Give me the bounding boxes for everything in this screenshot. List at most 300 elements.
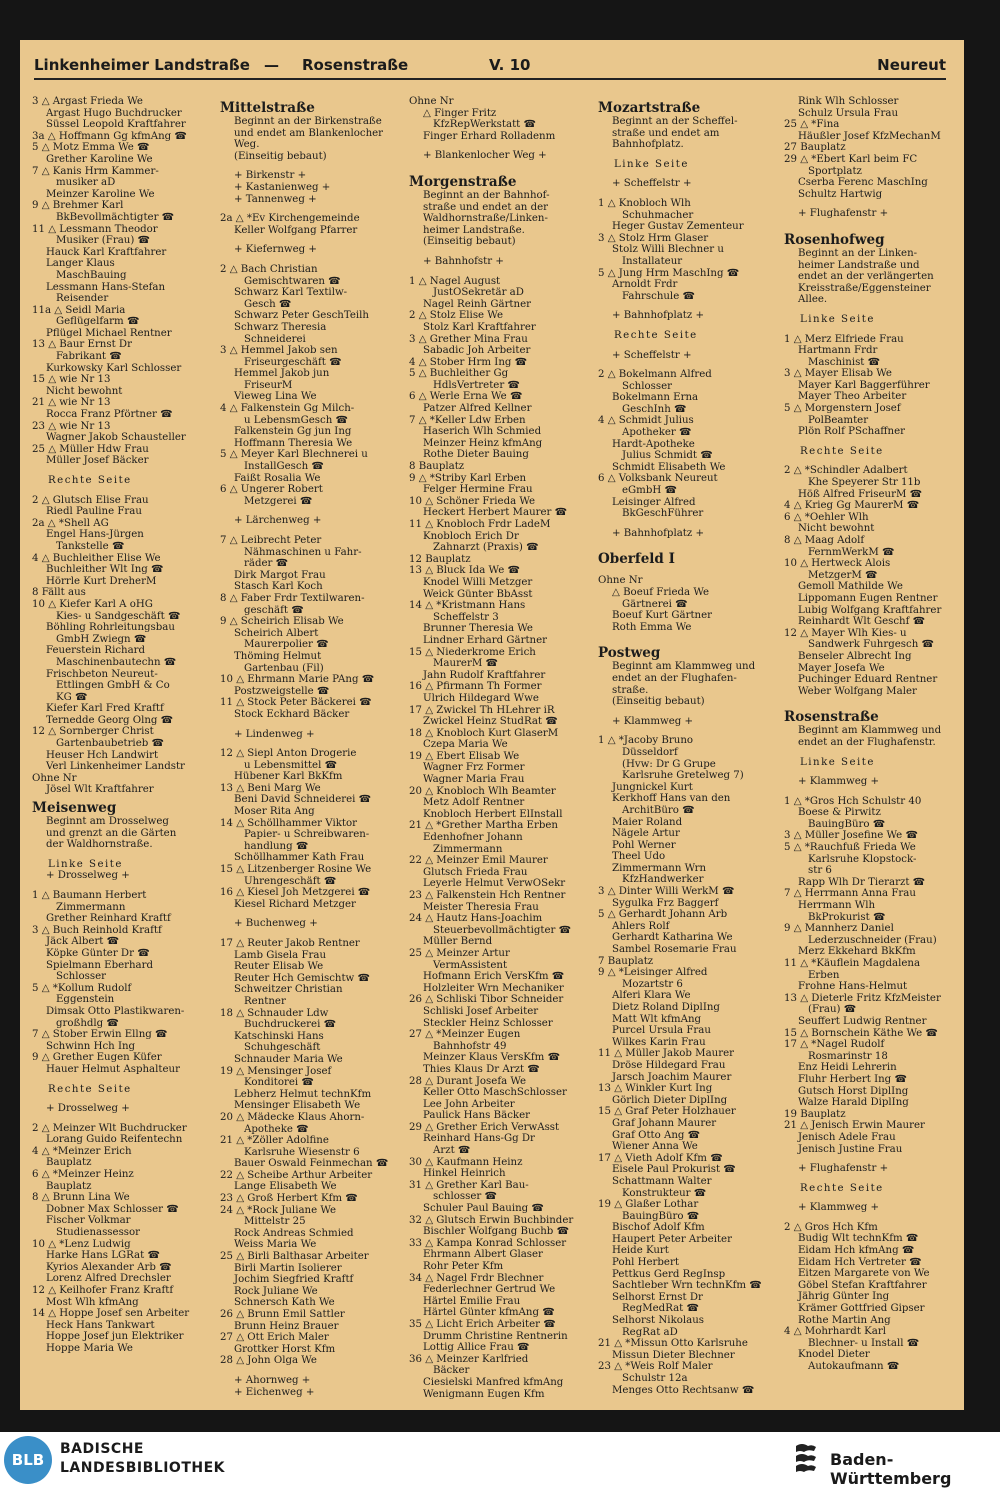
street-heading: Oberfeld I [598,551,675,568]
entry-line: Rothe Martin Ang [798,1314,891,1326]
entry-line: 14 △ Schöllhammer Viktor [220,817,357,829]
entry-line: 19 Bauplatz [784,1108,846,1120]
entry-line: Graf Otto Ang ☎ [612,1129,701,1141]
entry-line: △ Finger Fritz [423,107,497,119]
entry-continuation: Apotheker ☎ [622,427,692,439]
spacer [598,342,782,350]
entry-line: Lee John Arbeiter [423,1098,515,1110]
entry-continuation: Studienassessor [56,1227,141,1239]
entry-line: + Eichenweg + [234,1386,315,1398]
entry-line: 2 △ Glutsch Elise Frau [32,494,149,506]
entry-line: + Tannenweg + [234,193,317,205]
spacer [784,1175,960,1183]
entry-line: Meinzer Karoline We [46,188,155,200]
entry-line: Lessmann Hans-Stefan [46,281,166,293]
entry-line: 7 △ Stober Erwin Ellng ☎ [32,1029,168,1041]
side-label: Rechte Seite [800,1182,884,1194]
entry-line: heimer Landstraße und [798,259,920,271]
entry-continuation: Julius Schmidt ☎ [622,450,713,462]
entry-continuation: Rosmarinstr 18 [808,1050,888,1062]
entry-line: Weber Wolfgang Maler [798,685,917,697]
entry-line: 2 △ Stolz Elise We [409,310,503,322]
entry-line: 5 △ *Rauchfuß Frieda We [784,842,916,854]
entry-line: Budig Wlt technKfm ☎ [798,1233,919,1245]
spacer [220,740,404,748]
side-label: Linke Seite [800,756,875,768]
entry-line: 14 △ *Kristmann Hans [409,600,526,612]
entry-line: Postzweigstelle ☎ [234,685,330,697]
entry-continuation: Autokaufmann ☎ [808,1361,900,1372]
state-name: Baden-Württemberg [830,1450,952,1488]
entry-line: Nagel Reinh Gärtner [423,298,531,310]
entry-line: Ahlers Rolf [612,920,670,932]
side-label: Linke Seite [48,858,123,870]
entry-line: Rothe Dieter Bauing [423,449,529,461]
entry-continuation: str 6 [808,865,832,877]
entry-line: Argast Hugo Buchdrucker [46,107,182,119]
entry-line: 8 Fällt aus [32,587,86,599]
entry-line: 7 Bauplatz [598,955,654,967]
street-heading: Rosenhofweg [784,231,885,248]
entry-line: 12 △ Siepl Anton Drogerie [220,748,357,760]
spacer [220,1367,404,1375]
entry-line: 35 △ Licht Erich Arbeiter ☎ [409,1318,556,1330]
entry-line: Heuser Hch Landwirt [46,749,159,761]
spacer [220,256,404,264]
entry-line: 2 △ Bach Christian [220,263,318,275]
entry-line: 3 △ Stolz Hrm Glaser [598,232,709,244]
spacer [32,487,216,495]
entry-line: Sabadic Joh Arbeiter [423,345,531,357]
directory-page [20,40,964,1410]
entry-continuation: BkBevollmächtigter ☎ [56,211,175,223]
blb-logo[interactable]: BLB [4,1436,52,1484]
entry-continuation: räder ☎ [244,558,289,570]
entry-continuation: Ettlingen GmbH & Co [56,680,170,692]
entry-line: Stolz Karl Kraftfahrer [423,321,536,333]
entry-line: 4 △ Falkenstein Gg Milch- [220,403,355,415]
entry-line: Weick Günter BbAsst [423,588,533,600]
entry-continuation: HdlsVertreter ☎ [433,379,521,391]
entry-line: Enz Heidi Lehrerin [798,1062,897,1074]
entry-line: + Flughafenstr + [798,208,889,220]
entry-line: Süssel Leopold Kraftfahrer [46,119,186,131]
entry-continuation: (Frau) ☎ [808,1004,857,1016]
entry-continuation: Metzgerei ☎ [244,495,313,507]
entry-line: (Einseitig bebaut) [234,150,327,162]
entry-line: + Lindenweg + [234,728,315,740]
spacer [598,190,782,198]
entry-continuation: KG ☎ [56,691,88,703]
entry-line: Engel Hans-Jürgen [46,529,144,541]
entry-line: + Klammweg + [798,776,880,788]
entry-continuation: InstallGesch ☎ [244,461,325,473]
entry-line: Boeuf Kurt Gärtner [612,610,713,622]
entry-line: Dietz Roland DiplIng [612,1002,720,1013]
entry-line: 5 △ Jung Hrm MaschIng ☎ [598,267,740,279]
entry-line: 2a △ *Shell AG [32,517,109,529]
entry-line: Ohne Nr [598,575,643,587]
entry-line: straße und endet am [612,127,720,139]
column-4 [598,96,782,1396]
entry-continuation: Khe Speyerer Str 11b [808,477,921,489]
entry-line: Selhorst Ernst Dr [612,1291,703,1303]
entry-line: 9 △ *Leisinger Alfred [598,967,708,979]
entry-line: Jenisch Justine Frau [798,1143,903,1155]
entry-line: Zwickel Heinz StudRat ☎ [423,716,558,728]
spacer [32,1095,216,1103]
entry-line: 11 △ Knobloch Frdr LadeM [409,519,551,530]
entry-continuation: Kies- u Sandgeschäft ☎ [56,610,181,622]
entry-line: Heckert Herbert Maurer ☎ [423,507,568,519]
entry-continuation: Mozartstr 6 [622,978,683,990]
entry-line: Jäck Albert ☎ [46,936,120,948]
state-lions-icon [792,1440,822,1478]
entry-line: 25 △ Birli Balthasar Arbeiter [220,1251,369,1263]
header-town: Neureut [877,56,946,74]
entry-line: 6 △ *Oehler Wlh [784,511,869,523]
entry-line: Plön Rolf PSchaffner [798,426,905,438]
entry-line: Falkenstein Gg jun Ing [234,426,352,438]
entry-line: 9 △ Brehmer Karl [32,200,124,212]
entry-line: 29 △ Grether Erich VerwAsst [409,1121,560,1133]
entry-continuation: FernmWerkM ☎ [808,546,895,558]
entry-line: Merz Ekkehard BkKfm [798,946,916,958]
entry-line: Kerkhoff Hans van den [612,793,731,805]
entry-line: Bokelmann Erna [612,392,699,404]
entry-continuation: Mittelstr 25 [244,1216,306,1228]
entry-line: 18 △ Knobloch Kurt GlaserM [409,727,559,739]
entry-line: Leyerle Helmut VerwOSekr [423,878,566,890]
entry-line: Hoppe Maria We [46,1342,133,1354]
entry-continuation: Lederzuschneider (Frau) [808,934,937,946]
entry-continuation: Maurerpolier ☎ [244,639,329,651]
entry-continuation: Karlsruhe Wiesenstr 6 [244,1146,360,1158]
entry-continuation: Tankstelle ☎ [56,540,125,552]
entry-line: + Kastanienweg + [234,181,331,193]
entry-line: 18 △ Schnauder Ldw [220,1007,329,1019]
entry-line: Benseler Albrecht Ing [798,650,912,662]
entry-continuation: KfzHandwerker [622,874,704,886]
entry-line: endet an der Flughafenstr. [798,736,936,748]
entry-continuation: GmbH Zwiegn ☎ [56,633,147,645]
entry-line: Buchleither Wlt Ing ☎ [46,564,164,576]
entry-line: 8 Bauplatz [409,461,465,473]
entry-line: Glutsch Frieda Frau [423,866,528,878]
entry-line: 15 △ wie Nr 13 [32,374,111,386]
spacer [598,170,782,178]
entry-line: 2a △ *Ev Kirchengemeinde [220,213,360,225]
entry-line: Feuerstein Richard [46,645,146,657]
entry-line: Ternedde Georg Olng ☎ [46,714,174,726]
entry-continuation: Karlsruhe Klopstock- [808,853,917,865]
entry-line: Allee. [798,294,828,306]
entry-line: + Klammweg + [798,1202,880,1214]
entry-line: 9 △ Grether Eugen Küfer [32,1052,162,1064]
entry-continuation: Gärtnerei ☎ [622,598,688,610]
entry-line: Ciesielski Manfred kfmAng [423,1376,564,1388]
entry-line: Stolz Willi Blechner u [612,244,724,256]
entry-line: 7 △ *Keller Ldw Erben [409,414,526,426]
entry-continuation: MetzgerM ☎ [808,569,878,581]
entry-line: 4 △ Buchleither Elise We [32,552,161,564]
entry-line: 21 △ Jenisch Erwin Maurer [784,1120,925,1132]
entry-line: Reuter Hch Gemischtw ☎ [234,972,371,984]
entry-line: Schöllhammer Kath Frau [234,852,365,864]
spacer [598,520,782,528]
entry-line: 27 △ *Meinzer Eugen [409,1029,521,1041]
entry-line: endet an der verlängerten [798,271,934,283]
entry-line: Patzer Alfred Kellner [423,403,532,415]
entry-line: + Bahnhofplatz + [612,310,705,322]
entry-line: Dirk Margot Frau [234,569,326,581]
entry-line: Grether Reinhard Kraftf [46,913,171,925]
side-label: Rechte Seite [48,1083,132,1095]
entry-line: Pohl Herbert [612,1257,679,1269]
entry-continuation: RegMedRat ☎ [622,1303,700,1315]
entry-line: Beginnt an der Scheffel- [612,116,738,127]
entry-line: Schwinn Hch Ing [46,1040,136,1052]
entry-line: 13 △ Baur Ernst Dr [32,339,132,351]
entry-continuation: Gartenbaubetrieb ☎ [56,738,165,750]
entry-continuation: FriseurM [244,379,293,391]
entry-line: Schweitzer Christian [234,984,343,996]
entry-continuation: Schneiderei [244,333,306,345]
entry-line: Mensinger Elisabeth We [234,1100,361,1112]
entry-line: 11 △ Müller Jakob Maurer [598,1048,734,1060]
entry-line: 5 △ Meyer Karl Blechnerei u [220,449,368,461]
entry-line: 8 △ Brunn Lina We [32,1192,130,1204]
entry-line: Stasch Karl Koch [234,581,323,593]
entry-line: Schwarz Theresia [234,321,327,333]
entry-line: 13 △ Dieterle Fritz KfzMeister [784,992,941,1004]
entry-line: Felger Hermine Frau [423,484,533,496]
side-label: Linke Seite [614,158,689,170]
entry-continuation: Installateur [622,255,683,267]
entry-line: 11 △ Stock Peter Bäckerei ☎ [220,697,372,709]
entry-line: Brunner Theresia We [423,623,533,635]
entry-line: Härtel Günter kfmAng ☎ [423,1307,555,1319]
entry-line: Hinkel Heinrich [423,1168,506,1180]
entry-continuation: MaurerM ☎ [433,658,499,670]
entry-line: der Waldhornstraße. [46,839,153,851]
entry-line: 6 △ *Meinzer Heinz [32,1169,134,1181]
side-label: Linke Seite [800,313,875,325]
spacer [784,438,960,446]
entry-line: Härtel Emilie Frau [423,1295,521,1307]
entry-line: Nägele Artur [612,828,680,840]
entry-line: Frohne Hans-Helmut [798,981,908,993]
entry-line: Edenhofner Johann [423,832,523,844]
entry-line: Hoffmann Theresia We [234,437,353,449]
entry-continuation: Gesch ☎ [244,298,292,310]
entry-line: Haupert Peter Arbeiter [612,1233,732,1245]
entry-line: Bauer Oswald Feinmechan ☎ [234,1158,389,1170]
entry-line: Böhling Rohrleitungsbau [46,622,175,634]
entry-line: Ulrich Hildegard Wwe [423,692,539,704]
entry-line: Drumm Christine Rentnerin [423,1330,568,1342]
entry-line: Seuffert Ludwig Rentner [798,1015,927,1027]
entry-line: Lorenz Alfred Drechsler [46,1273,171,1285]
entry-line: Hauer Helmut Asphalteur [46,1063,180,1075]
entry-line: 22 △ Meinzer Emil Maurer [409,855,548,867]
entry-line: Frischbeton Neureut- [46,668,158,680]
entry-line: Schmidt Elisabeth We [612,461,726,473]
entry-line: 10 △ Ehrmann Marie PAng ☎ [220,674,375,686]
spacer [409,162,593,170]
entry-line: Haserich Wlh Schmied [423,426,542,438]
entry-continuation: Schuhmacher [622,209,694,221]
entry-line: Jochim Siegfried Kraftf [234,1274,354,1286]
entry-line: 27 △ Ott Erich Maler [220,1332,329,1344]
entry-line: 3 △ Müller Josefine We ☎ [784,830,919,842]
entry-continuation: Schuhgeschäft [244,1042,321,1054]
entry-line: straße und endet an der [423,201,548,213]
entry-line: 12 △ Mayer Wlh Kies- u [784,627,907,639]
entry-line: 25 △ *Fina [784,119,840,131]
entry-line: 6 △ Ungerer Robert [220,484,323,496]
entry-line: Sachtleber Wrn technKfm ☎ [612,1280,762,1292]
entry-line: Finger Erhard Rolladenm [423,130,556,142]
entry-line: Selhorst Nikolaus [612,1315,704,1327]
entry-line: + Klammweg + [612,715,694,727]
entry-line: Riedl Pauline Frau [46,506,142,518]
entry-line: 2 △ Gros Hch Kfm [784,1221,878,1233]
entry-line: Schattmann Walter [612,1175,712,1187]
entry-line: Bauplatz [46,1157,92,1169]
entry-line: Schulz Ursula Frau [798,107,899,119]
spacer [784,768,960,776]
entry-line: Menges Otto Rechtsanw ☎ [612,1384,755,1396]
entry-continuation: Schulstr 12a [622,1373,688,1384]
entry-line: Heger Gustav Zementeur [612,221,744,233]
entry-line: Schnauder Maria We [234,1053,343,1065]
entry-line: Schwarz Karl Textilw- [234,287,348,299]
entry-line: 1 △ *Gros Hch Schulstr 40 [784,795,922,807]
entry-line: + Lärchenweg + [234,515,322,527]
entry-line: 9 △ Scheirich Elisab We [220,616,344,628]
entry-line: 31 △ Grether Karl Bau- [409,1179,529,1191]
entry-continuation: Scheffelstr 3 [433,611,499,623]
entry-line: 15 △ Graf Peter Holzhauer [598,1106,736,1118]
entry-line: + Flughafenstr + [798,1163,889,1175]
entry-continuation: Zahnarzt (Praxis) ☎ [433,542,539,554]
entry-continuation: Düsseldorf [622,746,678,758]
entry-line: Dröse Hildegard Frau [612,1059,726,1071]
entry-line: Lippomann Eugen Rentner [798,592,938,604]
entry-line: 7 △ Herrmann Anna Frau [784,888,916,900]
entry-line: Dimsak Otto Plastikwaren- [46,1005,185,1017]
entry-line: Kiefer Karl Fred Kraftf [46,703,164,715]
entry-continuation: Schlosser [622,380,672,392]
entry-continuation: BauingBüro ☎ [622,1210,700,1222]
library-name-line-1: BADISCHE [60,1441,144,1457]
entry-line: Purcel Ursula Frau [612,1025,711,1037]
entry-line: 3 △ Mayer Elisab We [784,368,892,380]
entry-line: Federlechner Gertrud We [423,1284,556,1296]
entry-line: 3 △ Hemmel Jakob sen [220,345,338,357]
entry-line: Czepa Maria We [423,739,508,751]
entry-continuation: Fahrschule ☎ [622,290,696,302]
spacer [784,326,960,334]
entry-line: 7 △ Kanis Hrm Kammer- [32,165,159,177]
entry-line: Reinhardt Wlt Geschf ☎ [798,616,926,628]
entry-line: und grenzt an die Gärten [46,827,177,839]
spacer [784,1155,960,1163]
entry-line: Thöming Helmut [234,650,322,662]
entry-line: Jährig Günter Ing [798,1291,890,1303]
spacer [784,457,960,465]
entry-continuation: Apotheke ☎ [244,1123,309,1135]
entry-line: + Bahnhofplatz + [612,527,705,539]
entry-line: Vieweg Lina We [234,391,317,403]
entry-line: 1 △ Merz Elfriede Frau [784,333,904,345]
entry-line: Puchinger Eduard Rentner [798,674,938,686]
entry-line: 11a △ Seidl Maria [32,304,126,316]
entry-continuation: Friseurgeschäft ☎ [244,356,342,368]
entry-line: Müller Josef Bäcker [46,455,149,467]
entry-line: Schuler Paul Bauing ☎ [423,1203,545,1215]
entry-continuation: Bäcker [433,1365,470,1377]
entry-line: Lottig Allice Frau ☎ [423,1342,530,1354]
spacer [220,930,404,938]
entry-line: (Einseitig bebaut) [612,696,705,708]
entry-line: 21 △ *Zöller Adolfine [220,1135,329,1147]
entry-line: Roth Emma We [612,621,692,633]
entry-line: Beginnt an der Birkenstraße [234,116,382,127]
spacer [220,721,404,729]
entry-line: Schliski Josef Arbeiter [423,1005,539,1017]
entry-line: Lebherz Helmut technKfm [234,1088,372,1100]
entry-line: Metz Adolf Rentner [423,797,525,809]
entry-line: Gerhardt Katharina We [612,932,733,944]
entry-line: Hübener Karl BkKfm [234,771,343,783]
entry-line: 12 Bauplatz [409,553,471,565]
entry-line: Reuter Elisab We [234,961,324,973]
entry-line: Eidam Hch Vertreter ☎ [798,1256,922,1268]
spacer [784,1194,960,1202]
entry-line: 5 △ Gerhardt Johann Arb [598,909,728,921]
spacer [32,467,216,475]
entry-line: Hauck Karl Kraftfahrer [46,246,167,258]
entry-continuation: schlosser ☎ [433,1191,498,1203]
entry-line: Rink Wlh Schlosser [798,96,899,107]
entry-line: 2 △ Meinzer Wlt Buchdrucker [32,1122,187,1134]
entry-line: Harke Hans LGRat ☎ [46,1250,161,1262]
spacer [32,851,216,859]
spacer [784,697,960,705]
spacer [220,236,404,244]
entry-line: + Scheffelstr + [612,178,692,190]
entry-line: Boese & Pirwitz [798,807,881,819]
entry-line: + Drosselweg + [46,1103,130,1115]
entry-continuation: u LebensmGesch ☎ [244,414,349,426]
entry-line: 16 △ Pfirmann Th Former [409,681,542,693]
entry-line: + Buchenweg + [234,918,318,930]
entry-line: 10 △ *Lenz Ludwig [32,1238,131,1250]
entry-continuation: Fabrikant ☎ [56,351,122,363]
entry-line: Beginnt am Drosselweg [46,816,169,828]
entry-line: Wilkes Karin Frau [612,1036,706,1048]
entry-line: Häußler Josef KfzMechanM [798,130,941,142]
entry-line: Höß Alfred FriseurM ☎ [798,488,923,500]
entry-line: 15 △ Litzenberger Rosine We [220,864,372,876]
entry-line: Most Wlh kfmAng [46,1296,139,1308]
footer-bar [0,1432,1000,1488]
spacer [220,910,404,918]
entry-line: 6 △ Werle Erna We ☎ [409,391,523,403]
spacer [598,567,782,575]
